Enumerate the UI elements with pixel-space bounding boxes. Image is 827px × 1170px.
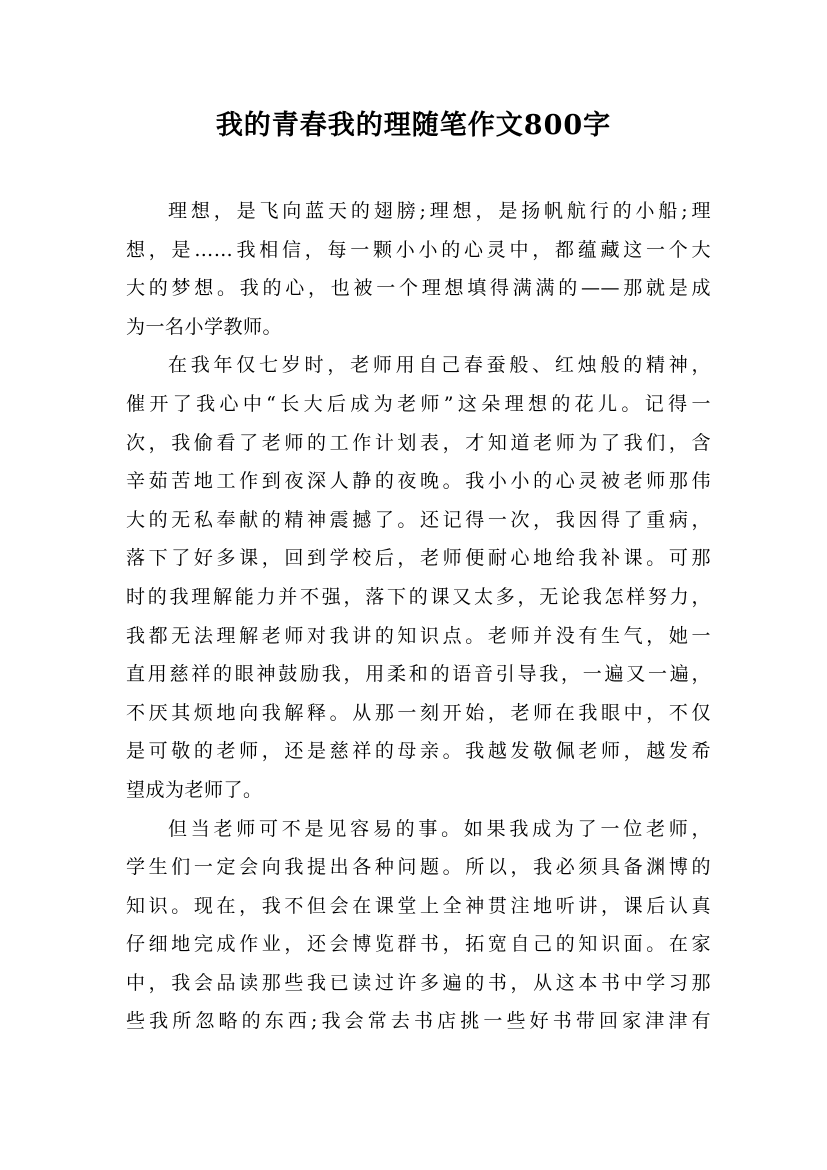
paragraph-3 xyxy=(126,810,711,1042)
text-line: 我都无法理解老师对我讲的知识点。老师并没有生气，她一 xyxy=(126,624,711,647)
text-line: 些我所忽略的东西;我会常去书店挑一些好书带回家津津有 xyxy=(126,1010,711,1033)
text-line: 在我年仅七岁时，老师用自己春蚕般、红烛般的精神， xyxy=(168,354,711,377)
text-line: 仔细地完成作业，还会博览群书，拓宽自己的知识面。在家 xyxy=(126,933,711,956)
text-line: 催开了我心中“长大后成为老师”这朵理想的花儿。记得一 xyxy=(126,392,711,415)
text-line: 是可敬的老师，还是慈祥的母亲。我越发敬佩老师，越发希 xyxy=(126,740,711,763)
paragraph-2 xyxy=(126,346,711,809)
text-line: 直用慈祥的眼神鼓励我，用柔和的语音引导我，一遍又一遍， xyxy=(126,663,711,686)
text-line: 想，是……我相信，每一颗小小的心灵中，都蕴藏这一个大 xyxy=(126,238,711,261)
text-line: 但当老师可不是见容易的事。如果我成为了一位老师， xyxy=(168,817,711,840)
text-line: 学生们一定会向我提出各种问题。所以，我必须具备渊博的 xyxy=(126,856,711,879)
paragraph-1 xyxy=(126,192,711,346)
text-line: 为一名小学教师。 xyxy=(126,315,283,338)
text-line: 理想，是飞向蓝天的翅膀;理想，是扬帆航行的小船;理 xyxy=(168,200,711,222)
text-line: 时的我理解能力并不强，落下的课又太多，无论我怎样努力， xyxy=(126,585,711,608)
text-line: 中，我会品读那些我已读过许多遍的书，从这本书中学习那 xyxy=(126,971,711,994)
text-line: 大的梦想。我的心，也被一个理想填得满满的——那就是成 xyxy=(126,277,711,300)
text-line: 知识。现在，我不但会在课堂上全神贯注地听讲，课后认真 xyxy=(126,894,711,917)
text-line: 不厌其烦地向我解释。从那一刻开始，老师在我眼中，不仅 xyxy=(126,701,711,724)
document-body xyxy=(126,192,711,1041)
text-line: 大的无私奉献的精神震撼了。还记得一次，我因得了重病， xyxy=(126,508,711,531)
text-line: 辛茹苦地工作到夜深人静的夜晚。我小小的心灵被老师那伟 xyxy=(126,470,711,493)
document-title: 我的青春我的理随笔作文800字 xyxy=(215,110,612,141)
text-line: 次，我偷看了老师的工作计划表，才知道老师为了我们，含 xyxy=(126,431,711,454)
text-line: 落下了好多课，回到学校后，老师便耐心地给我补课。可那 xyxy=(126,547,711,570)
text-line: 望成为老师了。 xyxy=(126,778,263,801)
